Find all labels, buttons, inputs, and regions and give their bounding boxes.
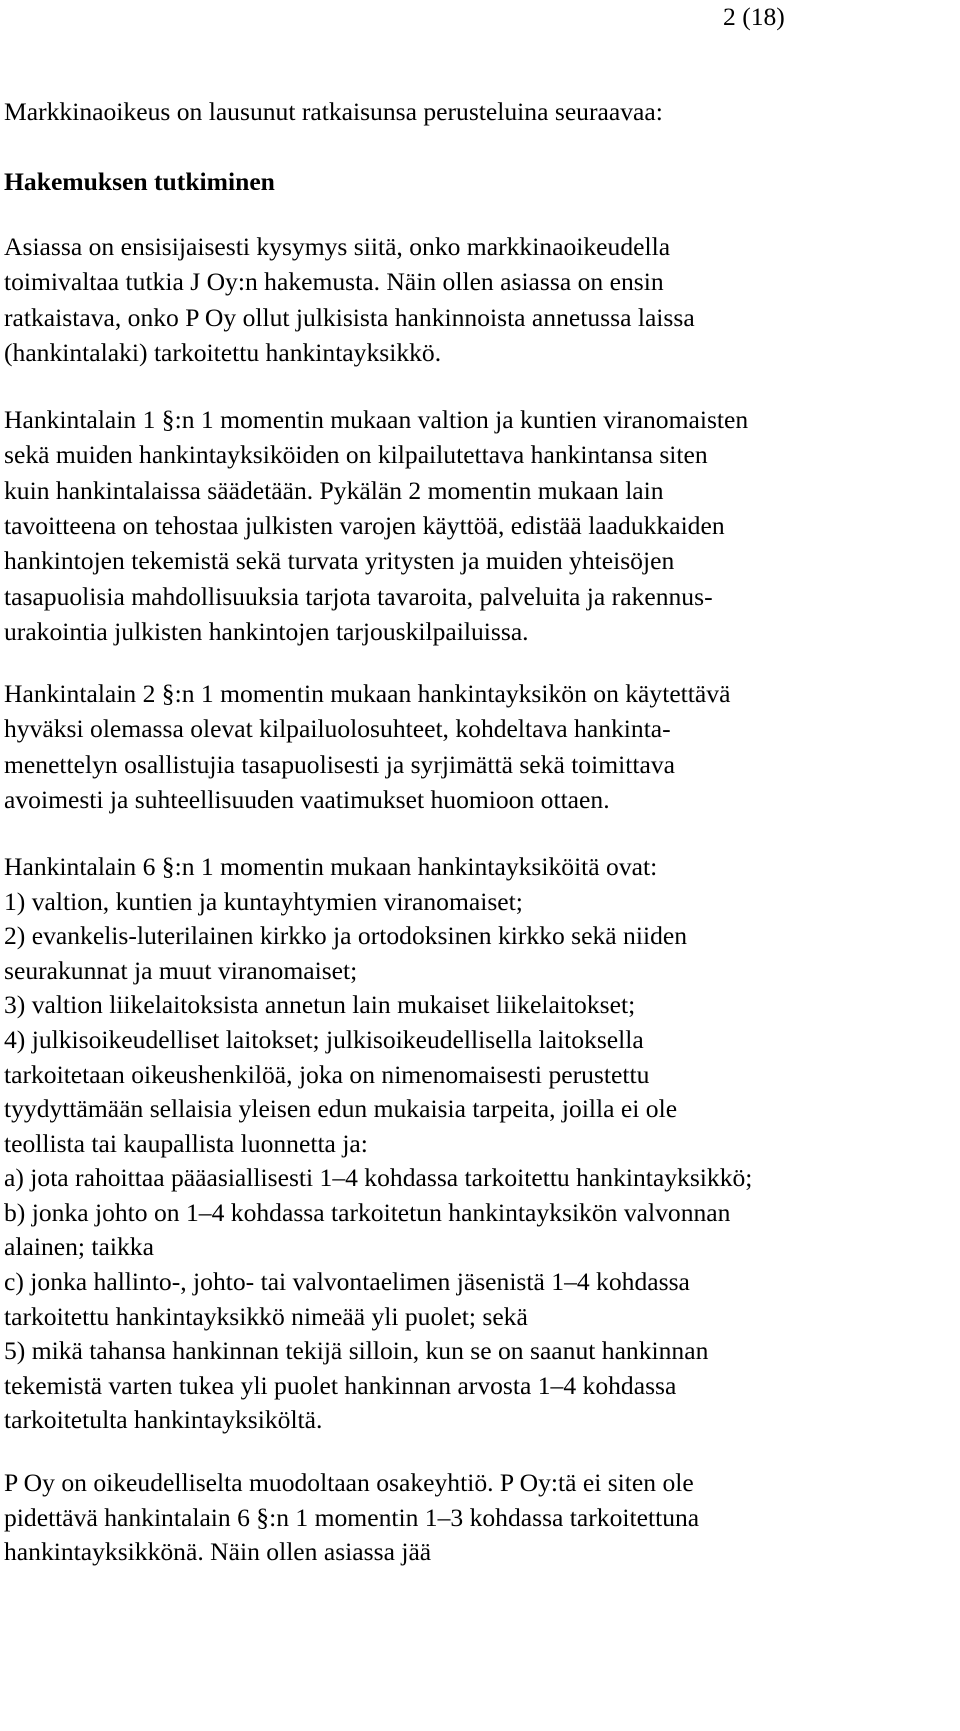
- paragraph-5-line: pidettävä hankintalain 6 §:n 1 momentin 1–3 kohdassa tarkoitettuna: [4, 1503, 700, 1532]
- paragraph-1-line: toimivaltaa tutkia J Oy:n hakemusta. Näin ollen asiassa on ensin: [4, 267, 664, 296]
- paragraph-3-line: menettelyn osallistujia tasapuolisesti ja syrjimättä sekä toimittava: [4, 750, 675, 779]
- paragraph-5-line: hankintayksikkönä. Näin ollen asiassa jää: [4, 1537, 432, 1566]
- paragraph-4-line: 4) julkisoikeudelliset laitokset; julkisoikeudellisella laitoksella: [4, 1025, 644, 1054]
- paragraph-1-line: ratkaistava, onko P Oy ollut julkisista hankinnoista annetussa laissa: [4, 303, 695, 332]
- paragraph-4-line: tarkoitetaan oikeushenkilöä, joka on nimenomaisesti perustettu: [4, 1060, 650, 1089]
- paragraph-4-line: tekemistä varten tukea yli puolet hankinnan arvosta 1–4 kohdassa: [4, 1371, 677, 1400]
- paragraph-3-line: hyväksi olemassa olevat kilpailuolosuhteet, kohdeltava hankinta-: [4, 714, 671, 743]
- paragraph-4-line: seurakunnat ja muut viranomaiset;: [4, 956, 358, 985]
- paragraph-4-line: b) jonka johto on 1–4 kohdassa tarkoitetun hankintayksikön valvonnan: [4, 1198, 731, 1227]
- paragraph-4-line: teollista tai kaupallista luonnetta ja:: [4, 1129, 368, 1158]
- page-number: 2 (18): [723, 2, 785, 31]
- paragraph-4-line: tarkoitetulta hankintayksiköltä.: [4, 1405, 323, 1434]
- paragraph-4-line: alainen; taikka: [4, 1232, 154, 1261]
- paragraph-4-line: c) jonka hallinto-, johto- tai valvontaelimen jäsenistä 1–4 kohdassa: [4, 1267, 690, 1296]
- paragraph-2-line: sekä muiden hankintayksiköiden on kilpailutettava hankintansa siten: [4, 440, 708, 469]
- paragraph-1-line: (hankintalaki) tarkoitettu hankintayksikkö.: [4, 338, 442, 367]
- paragraph-4-line: 3) valtion liikelaitoksista annetun lain mukaiset liikelaitokset;: [4, 990, 636, 1019]
- section-heading: Hakemuksen tutkiminen: [4, 167, 275, 196]
- paragraph-2-line: tasapuolisia mahdollisuuksia tarjota tavaroita, palveluita ja rakennus-: [4, 582, 713, 611]
- paragraph-4-line: tarkoitettu hankintayksikkö nimeää yli puolet; sekä: [4, 1302, 528, 1331]
- paragraph-4-line: 2) evankelis-luterilainen kirkko ja ortodoksinen kirkko sekä niiden: [4, 921, 688, 950]
- paragraph-2-line: tavoitteena on tehostaa julkisten varojen käyttöä, edistää laadukkaiden: [4, 511, 725, 540]
- paragraph-2-line: urakointia julkisten hankintojen tarjouskilpailuissa.: [4, 617, 529, 646]
- paragraph-2-line: hankintojen tekemistä sekä turvata yritysten ja muiden yhteisöjen: [4, 546, 675, 575]
- paragraph-4-line: Hankintalain 6 §:n 1 momentin mukaan hankintayksiköitä ovat:: [4, 852, 658, 881]
- paragraph-3-line: Hankintalain 2 §:n 1 momentin mukaan hankintayksikön on käytettävä: [4, 679, 731, 708]
- paragraph-3-line: avoimesti ja suhteellisuuden vaatimukset huomioon ottaen.: [4, 785, 610, 814]
- paragraph-4-line: a) jota rahoittaa pääasiallisesti 1–4 kohdassa tarkoitettu hankintayksikkö;: [4, 1163, 753, 1192]
- paragraph-4-line: 5) mikä tahansa hankinnan tekijä silloin, kun se on saanut hankinnan: [4, 1336, 709, 1365]
- paragraph-1-line: Asiassa on ensisijaisesti kysymys siitä, onko markkinaoikeudella: [4, 232, 671, 261]
- paragraph-4-line: 1) valtion, kuntien ja kuntayhtymien viranomaiset;: [4, 887, 523, 916]
- paragraph-5-line: P Oy on oikeudelliselta muodoltaan osakeyhtiö. P Oy:tä ei siten ole: [4, 1468, 694, 1497]
- paragraph-2-line: Hankintalain 1 §:n 1 momentin mukaan valtion ja kuntien viranomaisten: [4, 405, 749, 434]
- paragraph-4-line: tyydyttämään sellaisia yleisen edun mukaisia tarpeita, joilla ei ole: [4, 1094, 678, 1123]
- paragraph-2-line: kuin hankintalaissa säädetään. Pykälän 2 momentin mukaan lain: [4, 476, 664, 505]
- intro-line: Markkinaoikeus on lausunut ratkaisunsa perusteluina seuraavaa:: [4, 97, 663, 126]
